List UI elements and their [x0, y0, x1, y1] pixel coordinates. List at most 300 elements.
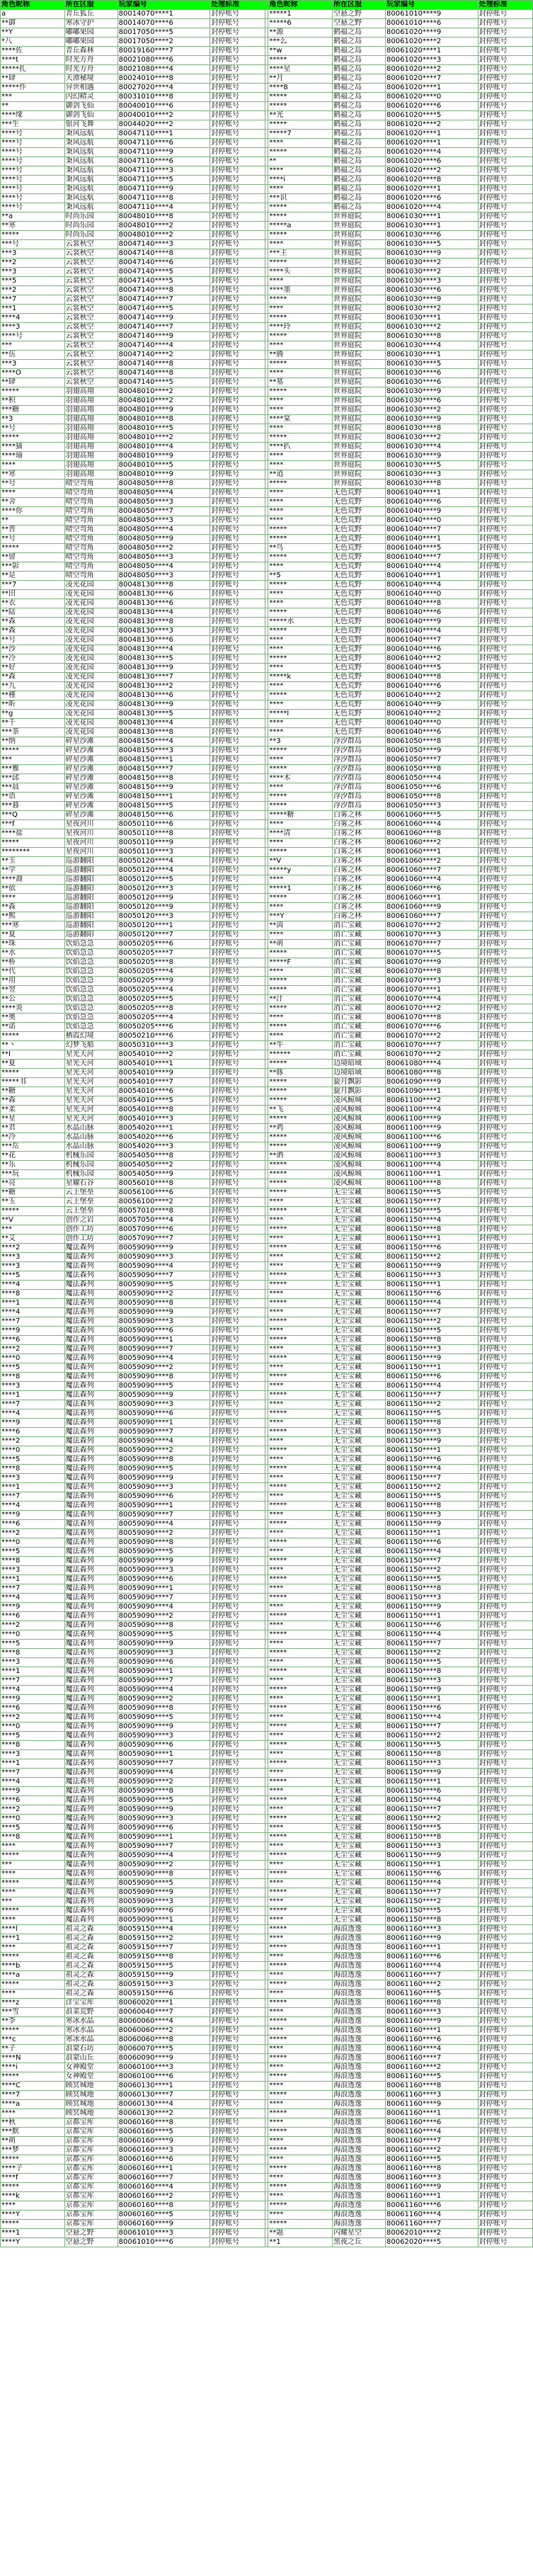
cell-server: 饮焰急急 — [64, 986, 118, 995]
cell-server: 凌光花园 — [64, 682, 118, 691]
table-row — [1, 1050, 533, 1060]
cell-server: 无色荒野 — [333, 516, 386, 526]
cell-action: 封停账号 — [210, 562, 265, 572]
cell-player-id: 80060130****7 — [118, 2091, 210, 2100]
cell-action: 封停账号 — [210, 958, 265, 968]
table-row — [1, 811, 533, 820]
cell-nickname: ***** — [268, 1060, 333, 1069]
cell-player-id: 80061030****6 — [386, 369, 478, 378]
cell-action: 封停账号 — [210, 2045, 265, 2054]
cell-player-id: 80061150****7 — [386, 1391, 478, 1400]
cell-nickname: ***3 — [1, 268, 65, 277]
table-row — [1, 1870, 533, 1879]
cell-player-id: 80047140****8 — [118, 286, 210, 295]
cell-player-id: 80061150****1 — [386, 1363, 478, 1373]
cell-player-id: 80061150****2 — [386, 1483, 478, 1492]
cell-server: 无尘宝藏 — [333, 1769, 386, 1778]
cell-server: 无色荒野 — [333, 526, 386, 535]
cell-player-id: 80060160****1 — [118, 2164, 210, 2174]
cell-nickname: ****墨 — [268, 286, 333, 295]
cell-nickname: **题 — [268, 2229, 333, 2238]
cell-server: 星耀石谷 — [64, 1179, 118, 1188]
cell-action: 封停账号 — [210, 885, 265, 894]
cell-server: 魔法森列 — [64, 1428, 118, 1437]
cell-action: 封停账号 — [478, 590, 532, 599]
cell-player-id: 80047110****8 — [118, 194, 210, 203]
cell-server: 海浪透逸 — [333, 2082, 386, 2091]
cell-nickname: **** — [268, 1216, 333, 1225]
cell-nickname: *** — [1, 1225, 65, 1235]
cell-player-id: 80061150****7 — [386, 1723, 478, 1732]
table-row — [1, 1483, 533, 1492]
cell-player-id: 80060160****8 — [118, 2201, 210, 2211]
cell-player-id: 80050210****6 — [118, 1032, 210, 1041]
cell-action: 封停账号 — [210, 1032, 265, 1041]
cell-nickname: ****8 — [1, 1373, 65, 1382]
cell-nickname: ***** — [268, 894, 333, 903]
cell-player-id: 80061100****4 — [386, 1106, 478, 1115]
cell-server: 无色荒野 — [333, 636, 386, 645]
cell-player-id: 80061040****0 — [386, 516, 478, 526]
cell-action: 封停账号 — [478, 1778, 532, 1787]
cell-action: 封停账号 — [210, 516, 265, 526]
cell-player-id: 80061040****8 — [386, 599, 478, 608]
cell-player-id: 80059090****4 — [118, 1520, 210, 1529]
cell-action: 封停账号 — [210, 56, 265, 65]
table-row — [1, 737, 533, 747]
table-row — [1, 1400, 533, 1409]
cell-player-id: 80061060****7 — [386, 866, 478, 875]
cell-nickname: ****2 — [1, 1345, 65, 1354]
cell-server: 祖灵之森 — [64, 1980, 118, 1990]
cell-action: 封停账号 — [478, 111, 532, 120]
cell-player-id: 80061150****7 — [386, 1557, 478, 1566]
cell-nickname: ****5 — [1, 1363, 65, 1373]
cell-server: 浪菜荒野 — [64, 2008, 118, 2017]
cell-action: 封停账号 — [478, 2063, 532, 2072]
cell-server: 嘟嘟果园 — [64, 28, 118, 38]
cell-nickname: ***** — [268, 793, 333, 802]
cell-action: 封停账号 — [210, 1658, 265, 1667]
cell-action: 封停账号 — [210, 130, 265, 139]
cell-server: 无尘宝藏 — [333, 1548, 386, 1557]
cell-action: 封停账号 — [210, 1290, 265, 1299]
cell-nickname: **豚 — [268, 1069, 333, 1078]
cell-server: 京都宝库 — [64, 2174, 118, 2183]
table-row — [1, 433, 533, 443]
cell-server: 白雾之林 — [333, 820, 386, 829]
cell-nickname: **** — [268, 1990, 333, 1999]
cell-action: 封停账号 — [210, 470, 265, 480]
cell-server: 星光天河 — [64, 1050, 118, 1060]
cell-server: 秉风远航 — [64, 166, 118, 176]
cell-server: 晴空弯角 — [64, 544, 118, 553]
cell-player-id: 80048130****4 — [118, 719, 210, 728]
cell-action: 封停账号 — [210, 1538, 265, 1548]
cell-nickname: ****b — [1, 1962, 65, 1971]
cell-player-id: 80059090****8 — [118, 1538, 210, 1548]
cell-player-id: 80061030****5 — [386, 240, 478, 249]
cell-server: 云裳秋空 — [64, 378, 118, 387]
cell-player-id: 80059090****9 — [118, 1723, 210, 1732]
cell-nickname: ****k — [1, 2192, 65, 2201]
cell-server: 时光方舟 — [64, 65, 118, 74]
cell-action: 封停账号 — [210, 157, 265, 166]
cell-server: 浮汐群岛 — [333, 756, 386, 765]
cell-action: 封停账号 — [478, 2174, 532, 2183]
cell-player-id: 80059090****2 — [118, 1861, 210, 1870]
cell-player-id: 80048130****5 — [118, 654, 210, 664]
cell-server: 无尘宝藏 — [333, 1612, 386, 1621]
cell-nickname: **** — [268, 682, 333, 691]
table-row — [1, 710, 533, 719]
cell-nickname: ***** — [268, 1207, 333, 1216]
cell-player-id: 80048050****3 — [118, 498, 210, 507]
cell-action: 封停账号 — [210, 1170, 265, 1179]
cell-action: 封停账号 — [478, 286, 532, 295]
cell-server: 无色荒野 — [333, 507, 386, 516]
cell-nickname: ***** — [268, 1465, 333, 1474]
cell-player-id: 80061150****5 — [386, 1658, 478, 1667]
cell-action: 封停账号 — [210, 1142, 265, 1152]
cell-player-id: 80048130****9 — [118, 700, 210, 710]
cell-player-id: 80054010****7 — [118, 1078, 210, 1087]
table-row — [1, 1142, 533, 1152]
table-row — [1, 535, 533, 544]
cell-action: 封停账号 — [478, 1851, 532, 1861]
table-row — [1, 1833, 533, 1842]
cell-server: 魔法森列 — [64, 1897, 118, 1907]
cell-server: 魔法森列 — [64, 1557, 118, 1566]
cell-server: 海浪透逸 — [333, 2072, 386, 2082]
cell-nickname: **** — [268, 1676, 333, 1686]
cell-nickname: **a — [1, 212, 65, 222]
cell-action: 封停账号 — [478, 581, 532, 590]
cell-action: 封停账号 — [478, 1953, 532, 1962]
cell-action: 封停账号 — [478, 1603, 532, 1612]
cell-nickname: ***** — [268, 1087, 333, 1096]
cell-nickname: ****9 — [1, 1603, 65, 1612]
cell-player-id: 80054010****2 — [118, 1050, 210, 1060]
cell-server: 无尘宝藏 — [333, 1336, 386, 1345]
cell-nickname: **代 — [1, 968, 65, 977]
cell-player-id: 80061100****6 — [386, 1133, 478, 1142]
cell-nickname: ****9 — [1, 1511, 65, 1520]
cell-action: 封停账号 — [210, 940, 265, 949]
cell-action: 封停账号 — [478, 2155, 532, 2164]
cell-player-id: 80061010****6 — [118, 2238, 210, 2247]
table-row — [1, 38, 533, 47]
cell-nickname: **** — [268, 1658, 333, 1667]
cell-nickname: ****号 — [1, 130, 65, 139]
cell-player-id: 80059090****1 — [118, 1336, 210, 1345]
cell-action: 封停账号 — [478, 433, 532, 443]
cell-action: 封停账号 — [478, 1658, 532, 1667]
cell-action: 封停账号 — [478, 968, 532, 977]
cell-nickname: ****4 — [1, 1502, 65, 1511]
cell-action: 封停账号 — [210, 1456, 265, 1465]
cell-nickname: ***** — [268, 231, 333, 240]
cell-player-id: 80060160****6 — [118, 2155, 210, 2164]
cell-nickname: **积 — [1, 397, 65, 406]
cell-nickname: ***** — [268, 203, 333, 212]
cell-player-id: 80061060****9 — [386, 903, 478, 912]
cell-nickname: ***** — [268, 1962, 333, 1971]
cell-player-id: 80054020****3 — [118, 1142, 210, 1152]
cell-action: 封停账号 — [210, 1833, 265, 1842]
cell-server: 晴空弯角 — [64, 507, 118, 516]
cell-nickname: ***** — [268, 1686, 333, 1695]
cell-server: 海浪透逸 — [333, 2192, 386, 2201]
cell-player-id: 80060160****8 — [118, 2118, 210, 2128]
cell-server: 浮汐群岛 — [333, 737, 386, 747]
cell-action: 封停账号 — [210, 875, 265, 885]
cell-nickname: **** — [268, 1640, 333, 1649]
cell-server: 祖灵之森 — [64, 1962, 118, 1971]
cell-player-id: 80061150****9 — [386, 1603, 478, 1612]
cell-server: 鹤福之岛 — [333, 148, 386, 157]
table-row — [1, 240, 533, 249]
cell-nickname: **熙 — [1, 912, 65, 921]
cell-nickname: ****5 — [1, 1640, 65, 1649]
cell-server: 无尘宝藏 — [333, 1391, 386, 1400]
cell-action: 封停账号 — [478, 452, 532, 461]
cell-action: 封停账号 — [210, 1649, 265, 1658]
cell-server: 寒冰水晶 — [64, 2017, 118, 2026]
cell-server: 魔法森列 — [64, 1290, 118, 1299]
cell-action: 封停账号 — [478, 166, 532, 176]
cell-server: 秉风远航 — [64, 185, 118, 194]
cell-nickname: ***** — [268, 848, 333, 857]
cell-server: 碎星沙滩 — [64, 737, 118, 747]
table-row — [1, 1446, 533, 1456]
cell-server: 无尘宝藏 — [333, 1225, 386, 1235]
cell-nickname: ***** — [268, 1244, 333, 1253]
cell-player-id: 80061030****2 — [386, 259, 478, 268]
cell-nickname: ***梦 — [1, 2146, 65, 2155]
cell-server: 星光天河 — [64, 1069, 118, 1078]
cell-player-id: 80061030****9 — [386, 452, 478, 461]
table-row — [1, 940, 533, 949]
cell-action: 封停账号 — [478, 710, 532, 719]
table-row — [1, 949, 533, 958]
cell-server: 时尚乐园 — [64, 212, 118, 222]
cell-player-id: 80059090****1 — [118, 1502, 210, 1511]
cell-server: 无尘宝藏 — [333, 1759, 386, 1769]
cell-server: 京都宝库 — [64, 2128, 118, 2137]
cell-action: 封停账号 — [210, 65, 265, 74]
cell-action: 封停账号 — [478, 2118, 532, 2128]
cell-player-id: 80061020****6 — [386, 157, 478, 166]
cell-server: 京都宝库 — [64, 2192, 118, 2201]
cell-player-id: 80061150****5 — [386, 1575, 478, 1584]
cell-nickname: **乐 — [1, 1161, 65, 1170]
cell-nickname: ***** — [268, 1271, 333, 1281]
cell-player-id: 80050110****3 — [118, 848, 210, 857]
cell-action: 封停账号 — [478, 1142, 532, 1152]
cell-nickname: ****0 — [1, 1354, 65, 1363]
cell-nickname: ****1 — [1, 1667, 65, 1676]
cell-nickname: ****8 — [268, 84, 333, 93]
cell-server: 无色荒野 — [333, 562, 386, 572]
cell-player-id: 80059090****8 — [118, 1621, 210, 1630]
table-row — [1, 756, 533, 765]
cell-action: 封停账号 — [210, 1382, 265, 1391]
cell-player-id: 80060020****1 — [118, 1999, 210, 2008]
cell-action: 封停账号 — [478, 2229, 532, 2238]
table-row — [1, 1281, 533, 1290]
cell-nickname: **依 — [1, 885, 65, 894]
cell-player-id: 80059090****4 — [118, 1769, 210, 1778]
cell-nickname: **** — [268, 406, 333, 415]
cell-player-id: 80060130****1 — [118, 2082, 210, 2091]
table-row — [1, 2036, 533, 2045]
cell-action: 封停账号 — [210, 811, 265, 820]
cell-nickname: ***2 — [1, 286, 65, 295]
cell-nickname: *****糖 — [268, 811, 333, 820]
cell-nickname: ****瑜 — [1, 452, 65, 461]
cell-player-id: 80059090****6 — [118, 1658, 210, 1667]
cell-player-id: 80061160****8 — [386, 2164, 478, 2174]
cell-server: 黑夜之丘 — [333, 2238, 386, 2247]
cell-player-id: 80060090****9 — [118, 2054, 210, 2063]
cell-server: 世界庭院 — [333, 397, 386, 406]
cell-player-id: 80059090****3 — [118, 1732, 210, 1741]
cell-server: 世界庭院 — [333, 240, 386, 249]
table-row — [1, 1621, 533, 1630]
cell-player-id: 80061040****0 — [386, 590, 478, 599]
cell-action: 封停账号 — [478, 848, 532, 857]
cell-action: 封停账号 — [478, 949, 532, 958]
cell-action: 封停账号 — [210, 1916, 265, 1925]
cell-player-id: 80061160****1 — [386, 2192, 478, 2201]
cell-player-id: 80061050****8 — [386, 793, 478, 802]
cell-server: 闪耀星空 — [333, 2229, 386, 2238]
cell-server: 星光天河 — [64, 1078, 118, 1087]
cell-server: 京都宝库 — [64, 2118, 118, 2128]
cell-server: 京都宝库 — [64, 2211, 118, 2220]
cell-action: 封停账号 — [478, 1409, 532, 1419]
cell-action: 封停账号 — [210, 968, 265, 977]
cell-server: 边境暗域 — [333, 1060, 386, 1069]
cell-server: 晴空弯角 — [64, 553, 118, 562]
cell-nickname: ***** — [268, 2072, 333, 2082]
cell-nickname: ***生 — [1, 120, 65, 130]
cell-player-id: 80059090****5 — [118, 1465, 210, 1474]
cell-nickname: ***** — [268, 977, 333, 986]
cell-server: 世界庭院 — [333, 433, 386, 443]
table-row — [1, 1824, 533, 1833]
cell-nickname: ****f — [1, 2174, 65, 2183]
cell-server: 无尘宝藏 — [333, 1861, 386, 1870]
cell-action: 封停账号 — [210, 912, 265, 921]
cell-player-id: 80047140****9 — [118, 332, 210, 341]
cell-nickname: **** — [268, 1032, 333, 1041]
cell-nickname: **** — [268, 424, 333, 433]
cell-server: 世界庭院 — [333, 332, 386, 341]
cell-server: 旋月飘影 — [333, 1078, 386, 1087]
cell-nickname: **I — [1, 1050, 65, 1060]
cell-action: 封停账号 — [478, 1842, 532, 1851]
cell-action: 封停账号 — [478, 1925, 532, 1934]
cell-action: 封停账号 — [210, 1216, 265, 1225]
table-row — [1, 1207, 533, 1216]
cell-action: 封停账号 — [478, 940, 532, 949]
cell-player-id: 80060160****5 — [118, 2128, 210, 2137]
cell-player-id: 80048050****2 — [118, 544, 210, 553]
table-row — [1, 1630, 533, 1640]
cell-action: 封停账号 — [210, 2026, 265, 2036]
cell-nickname: **** — [268, 2045, 333, 2054]
cell-player-id: 80061150****8 — [386, 1225, 478, 1235]
cell-action: 封停账号 — [478, 1382, 532, 1391]
cell-nickname: **留 — [1, 553, 65, 562]
cell-nickname: ***** — [1, 1851, 65, 1861]
table-row — [1, 212, 533, 222]
cell-player-id: 80059090****2 — [118, 1446, 210, 1456]
cell-nickname: **** — [268, 1566, 333, 1575]
table-row — [1, 2220, 533, 2229]
cell-nickname: **** — [268, 1235, 333, 1244]
cell-server: 机械乐园 — [64, 1161, 118, 1170]
cell-action: 封停账号 — [478, 1106, 532, 1115]
cell-player-id: 80061060****4 — [386, 820, 478, 829]
cell-action: 封停账号 — [478, 1695, 532, 1704]
cell-server: 世界庭院 — [333, 360, 386, 369]
table-row — [1, 249, 533, 259]
table-row — [1, 645, 533, 654]
cell-server: 无色荒野 — [333, 673, 386, 682]
cell-player-id: 80061060****8 — [386, 829, 478, 839]
cell-server: 京都宝库 — [64, 2164, 118, 2174]
cell-action: 封停账号 — [478, 93, 532, 102]
cell-nickname: ***** — [268, 747, 333, 756]
cell-action: 封停账号 — [210, 452, 265, 461]
cell-nickname: ***** — [268, 212, 333, 222]
cell-action: 封停账号 — [478, 47, 532, 56]
cell-player-id: 80061040****6 — [386, 682, 478, 691]
cell-player-id: 80061070****7 — [386, 940, 478, 949]
cell-player-id: 80047140****8 — [118, 249, 210, 259]
cell-action: 封停账号 — [210, 360, 265, 369]
cell-action: 封停账号 — [210, 1999, 265, 2008]
cell-action: 封停账号 — [478, 1014, 532, 1023]
table-row — [1, 130, 533, 139]
cell-action: 封停账号 — [210, 774, 265, 783]
cell-server: 鹤福之岛 — [333, 139, 386, 148]
cell-server: 魔法森列 — [64, 1676, 118, 1686]
cell-nickname: **萌 — [1, 2137, 65, 2146]
cell-action: 封停账号 — [478, 2211, 532, 2220]
cell-nickname: ***** — [268, 1833, 333, 1842]
cell-server: 魔法森列 — [64, 1409, 118, 1419]
cell-action: 封停账号 — [210, 710, 265, 719]
cell-server: 嘟嘟果园 — [64, 38, 118, 47]
cell-action: 封停账号 — [210, 1446, 265, 1456]
cell-server: 魔法森列 — [64, 1879, 118, 1888]
cell-server: 无色荒野 — [333, 719, 386, 728]
cell-player-id: 80061160****1 — [386, 2109, 478, 2118]
cell-action: 封停账号 — [210, 1603, 265, 1612]
cell-player-id: 80047140****8 — [118, 360, 210, 369]
cell-action: 封停账号 — [478, 691, 532, 700]
cell-server: 魔法森列 — [64, 1538, 118, 1548]
cell-action: 封停账号 — [210, 1502, 265, 1511]
cell-server: 无尘宝藏 — [333, 1750, 386, 1759]
cell-player-id: 80050205****4 — [118, 986, 210, 995]
cell-action: 封停账号 — [478, 1032, 532, 1041]
cell-server: 创作工坊 — [64, 1225, 118, 1235]
